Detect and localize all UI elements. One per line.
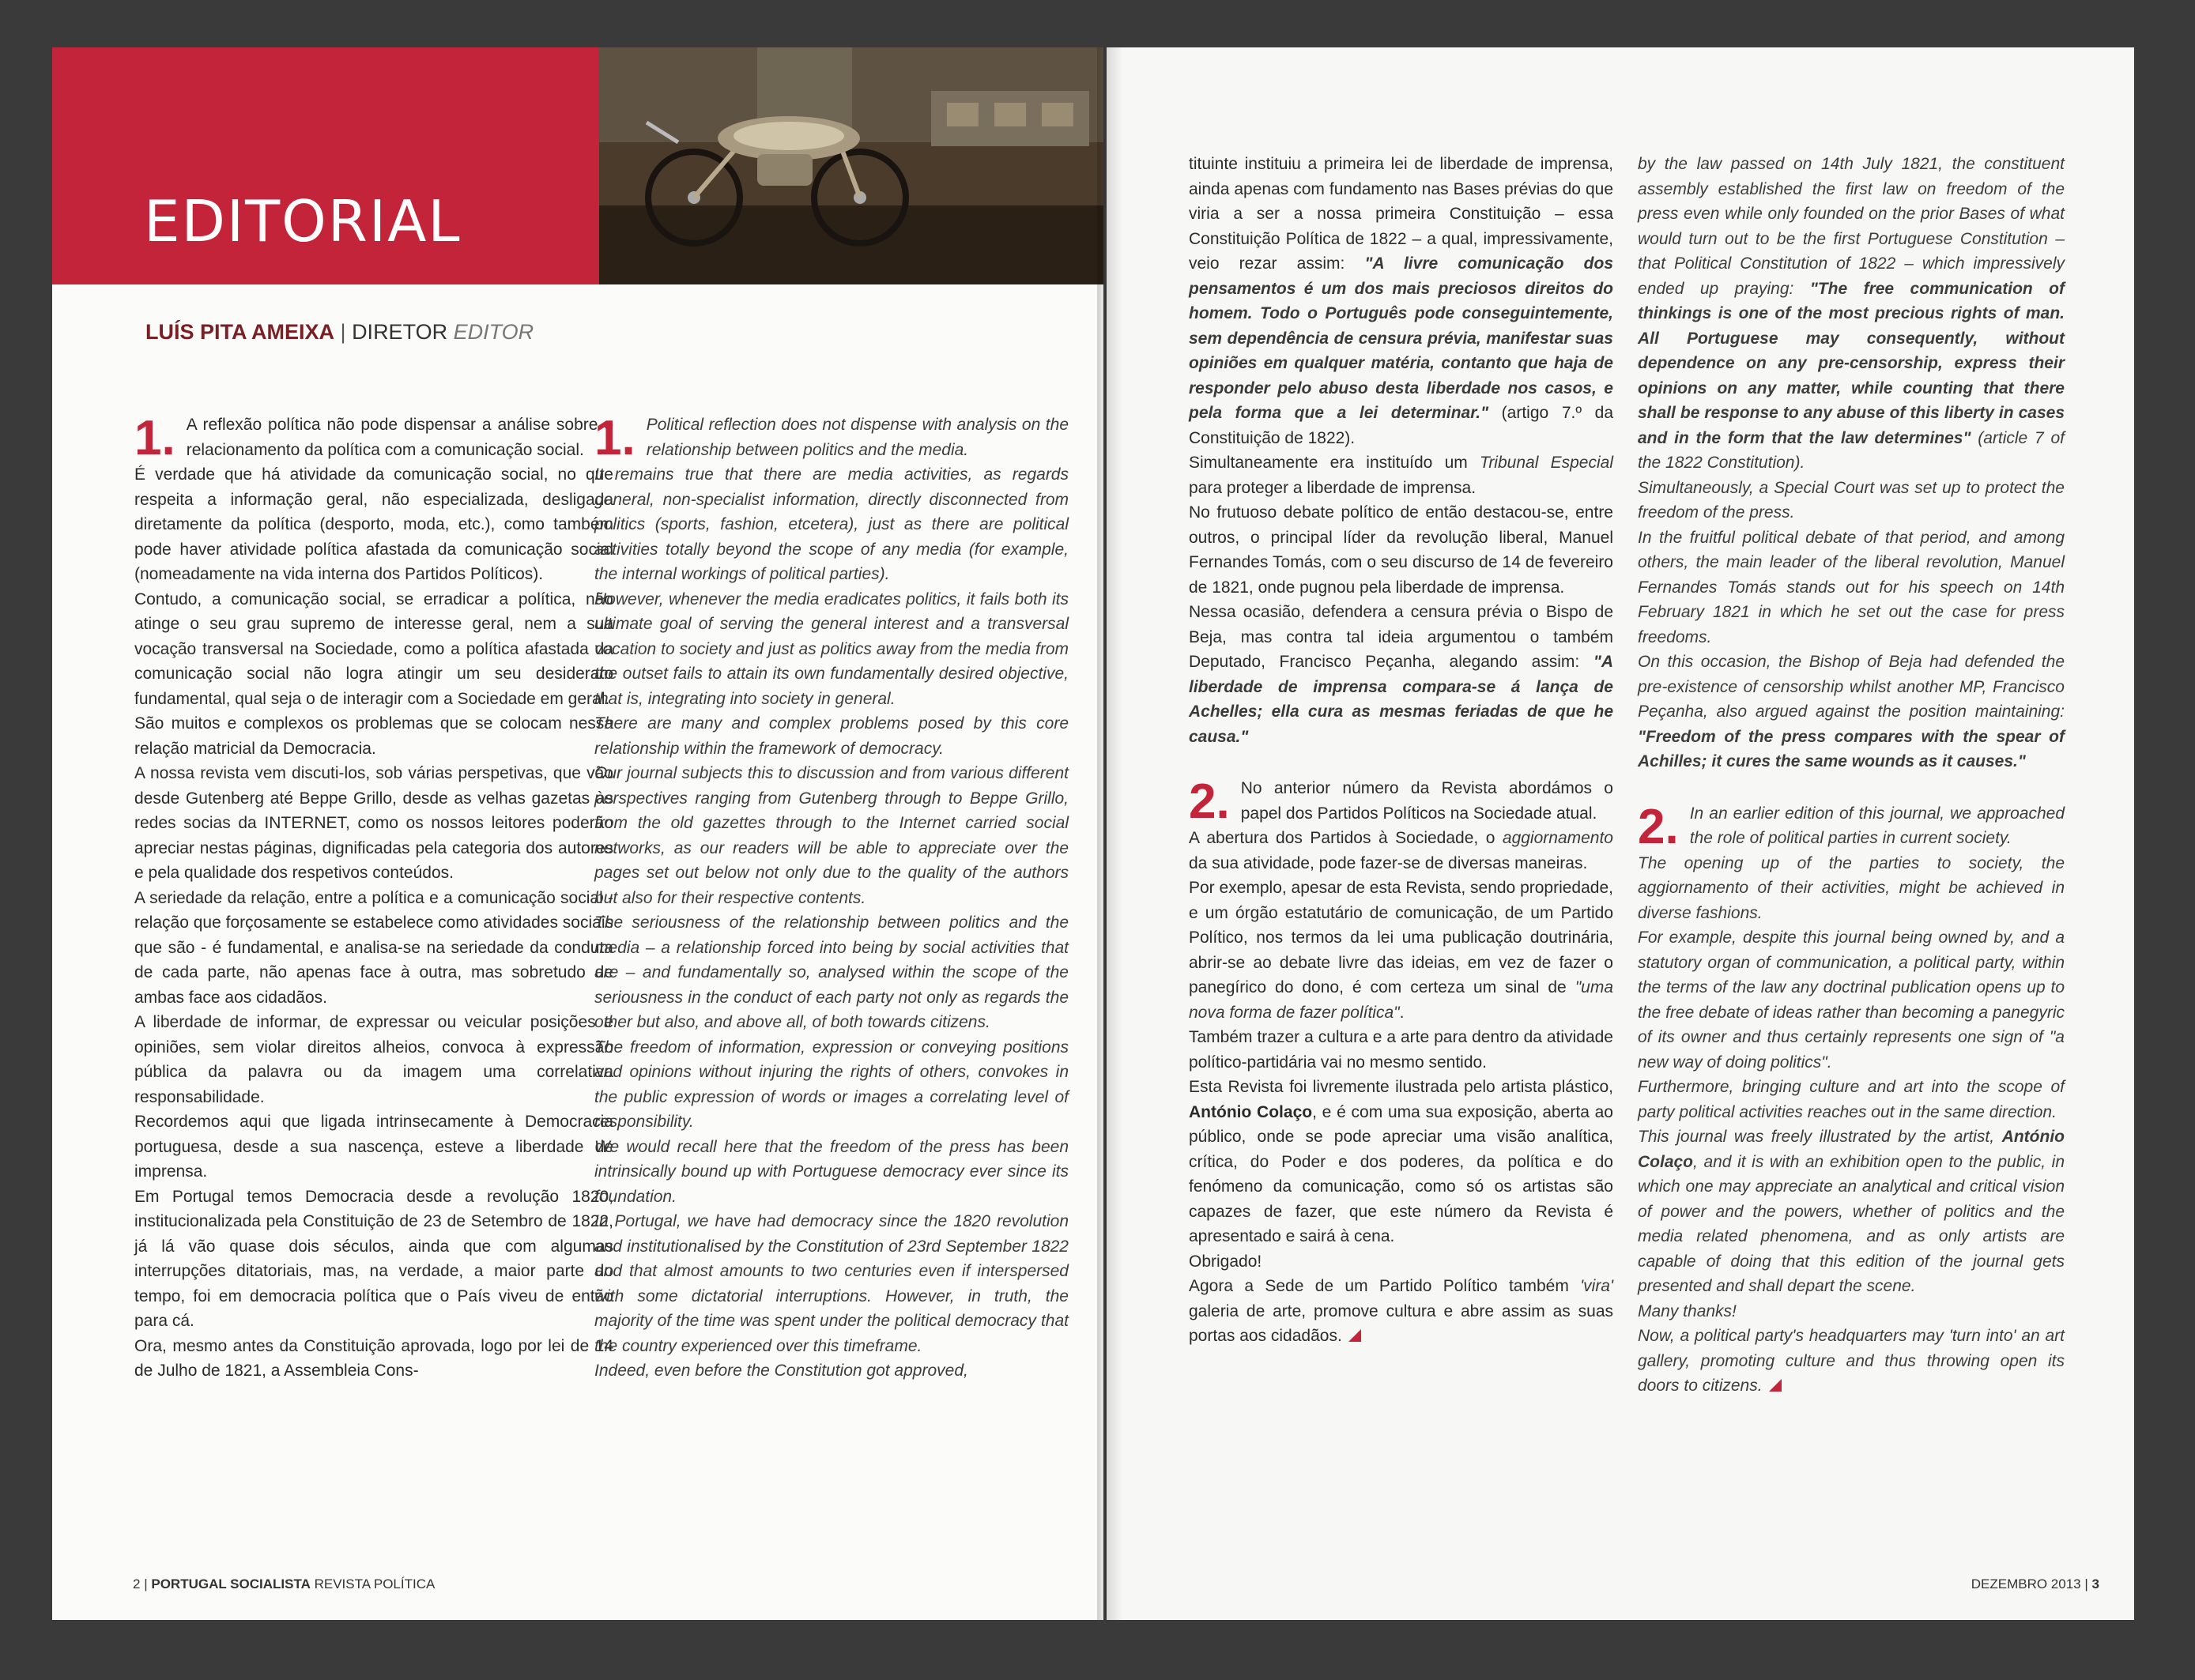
right-page bbox=[1107, 47, 2134, 1620]
paragraph: A nossa revista vem discuti-los, sob várias perspetivas, que vão desde Gutenberg até Beppe Grillo, desde as velhas gazetas às redes socias da INTERNET, como os nossos leitores poderão apreciar nestas páginas, dignificadas pela categoria dos autores e pela qualidade dos respetivos conteúdos. bbox=[134, 764, 613, 882]
author-role: DIRETOR bbox=[352, 320, 448, 344]
author-role-en: EDITOR bbox=[453, 320, 534, 344]
paragraph: Obrigado! bbox=[1189, 1252, 1262, 1271]
paragraph: by the law passed on 14th July 1821, the constituent assembly established the first law on freedom of the press even while only founded on the prior Bases of what would turn out to be the first Portuguese Constitution – that Political Constitution of 1822 – which impressively ended up praying: "The free communication of thinkings is one of the most precious rights of man. All Portuguese may consequently, without dependence on any pre-censorship, express their opinions on any matter, while counting that there shall be response to any abuse of this liberty in cases and in the form that the law determines" (article 7 of the 1822 Constitution). bbox=[1638, 155, 2065, 472]
paragraph: Ora, mesmo antes da Constituição aprovada, logo por lei de 14 de Julho de 1821, a Assembleia Cons- bbox=[134, 1336, 613, 1380]
page-number: 2 bbox=[133, 1576, 141, 1591]
paragraph: We would recall here that the freedom of the press has been intrinsically bound up with Portuguese democracy ever since its foundation. bbox=[594, 1137, 1069, 1206]
section-number: 2. bbox=[1638, 799, 1679, 854]
quote: "Freedom of the press compares with the spear of Achilles; it cures the same wounds as it causes." bbox=[1638, 727, 2065, 770]
lead-text: A reflexão política não pode dispensar a análise sobre o relacionamento da política com a comunicação social. bbox=[186, 416, 613, 459]
page-number: 3 bbox=[2091, 1576, 2099, 1591]
paragraph: It remains true that there are media activities, as regards general, non-specialist information, directly disconnected from politics (sports, fashion, etcetera), just as there are political activities totally beyond the scope of any media (for example, the internal workings of political parties). bbox=[594, 465, 1069, 583]
paragraph: In the fruitful political debate of that period, and among others, the main leader of the liberal revolution, Manuel Fernandes Tomás stands out for his speech on 14th February 1821 in which he set out the case for press freedoms. bbox=[1638, 528, 2065, 646]
banner-title: EDITORIAL bbox=[144, 188, 462, 254]
footer-separator: | bbox=[144, 1576, 148, 1591]
paragraph: Esta Revista foi livremente ilustrada pelo artista plástico, António Colaço, e é com uma sua exposição, aberta ao público, onde se pode apreciar uma visão analítica, crítica, do Poder e dos poderes, da política e do fenómeno da comunicação, como só os artistas são capazes de fazer, que este número da Revista é apresentado e sairá à cena. bbox=[1189, 1078, 1613, 1245]
paragraph: A seriedade da relação, entre a política e a comunicação social - relação que forçosamente se estabelece como atividades sociais que são - é fundamental, e analisa-se na seriedade da conduta de cada parte, não apenas face à outra, mas sobretudo de ambas face aos cidadãos. bbox=[134, 888, 613, 1007]
section-number: 1. bbox=[134, 411, 175, 465]
paragraph: Simultaneamente era instituído um Tribunal Especial para proteger a liberdade de imprensa. bbox=[1189, 454, 1613, 497]
paragraph: A abertura dos Partidos à Sociedade, o aggiornamento da sua atividade, pode fazer-se de diversas maneiras. bbox=[1189, 829, 1613, 872]
paragraph: Em Portugal temos Democracia desde a revolução 1820, institucionalizada pela Constituição de 23 de Setembro de 1822, já lá vão quase dois séculos, ainda que com algumas interrupções ditatoriais, mas, na verdade, a maior parte do tempo, foi em democracia política que o País viveu de então para cá. bbox=[134, 1187, 613, 1330]
paragraph: The seriousness of the relationship between politics and the media – a relationship forced into being by social activities that are – and fundamentally so, analysed within the scope of the seriousness in the conduct of each party not only as regards the other but also, and above all, of both towards citizens. bbox=[594, 913, 1069, 1031]
paragraph: The freedom of information, expression or conveying positions and opinions without injuring the rights of others, convokes in the public expression of words or images a correlating level of responsibility. bbox=[594, 1038, 1069, 1131]
footer-left bbox=[133, 1576, 435, 1592]
footer-separator: | bbox=[2084, 1576, 2088, 1591]
paragraph: Recordemos aqui que ligada intrinsecamente à Democracia portuguesa, desde a sua nascença, esteve a liberdade de imprensa. bbox=[134, 1113, 613, 1181]
spine-highlight bbox=[1107, 47, 1122, 1620]
column-en-1 bbox=[594, 412, 1069, 1384]
paragraph: This journal was freely illustrated by the artist, António Colaço, and it is with an exhibition open to the public, in which one may appreciate an analytical and critical vision of power and the powers, whether of politics and the media related phenomena, and as only artists are capable of doing that this edition of the journal gets presented and shall depart the scene. bbox=[1638, 1128, 2065, 1295]
motorcycle-photo bbox=[599, 47, 1103, 284]
paragraph-lead bbox=[594, 411, 1069, 465]
end-mark-icon bbox=[1769, 1379, 1782, 1392]
author-name: LUÍS PITA AMEIXA bbox=[145, 320, 335, 344]
paragraph: There are many and complex problems posed by this core relationship within the framework of democracy. bbox=[594, 714, 1069, 758]
quote: "A livre comunicação dos pensamentos é um dos mais preciosos direitos do homem. Todo o Português pode conseguintemente, sem dependência de censura prévia, manifestar suas opiniões em qualquer matéria, contanto que haja de responder pelo abuso desta liberdade nos casos, e pela forma que a lei determinar." bbox=[1189, 254, 1614, 422]
paragraph: No frutuoso debate político de então destacou-se, entre outros, o principal líder da revolução liberal, Manuel Fernandes Tomás, com o seu discurso de 14 de fevereiro de 1821, onde pugnou pela liberdade de imprensa. bbox=[1189, 503, 1613, 597]
paragraph: Contudo, a comunicação social, se erradicar a política, não atinge o seu grau supremo de interesse geral, nem a sua vocação transversal na Sociedade, como a política afastada da comunicação social não logra atingir um seu desiderato fundamental, qual seja o de interagir com a Sociedade em geral. bbox=[134, 590, 613, 708]
quote: "A liberdade de imprensa compara-se á lança de Achelles; ella cura as mesmas feriadas de que he causa." bbox=[1189, 653, 1613, 746]
author-separator: | bbox=[340, 320, 346, 344]
paragraph: Agora a Sede de um Partido Político também 'vira' galeria de arte, promove cultura e abre assim as suas portas aos cidadãos. bbox=[1189, 1277, 1613, 1345]
editorial-banner bbox=[52, 47, 1103, 284]
lead-text: In an earlier edition of this journal, we approached the role of political parties in current society. bbox=[1689, 804, 2065, 847]
paragraph: Indeed, even before the Constitution got approved, bbox=[594, 1362, 968, 1380]
paragraph: É verdade que há atividade da comunicação social, no que respeita a informação geral, não especializada, desligada diretamente da política (desporto, moda, etc.), como também pode haver atividade política afastada da comunicação social (nomeadamente na vida interna dos Partidos Políticos). bbox=[134, 465, 613, 583]
issue-date: DEZEMBRO 2013 bbox=[1971, 1576, 2081, 1591]
paragraph: Now, a political party's headquarters may 'turn into' an art gallery, promoting culture and thus throwing open its doors to citizens. bbox=[1638, 1327, 2065, 1395]
column-pt-2 bbox=[1189, 152, 1613, 1349]
paragraph: On this occasion, the Bishop of Beja had defended the pre-existence of censorship whilst another MP, Francisco Peçanha, also argued against the position maintaining: "Freedom of the press compares with the spear of Achilles; it cures the same wounds as it causes." bbox=[1638, 653, 2065, 770]
paragraph: Many thanks! bbox=[1638, 1301, 1737, 1320]
section-number: 2. bbox=[1189, 774, 1230, 829]
paragraph: In Portugal, we have had democracy since the 1820 revolution and institutionalised by the Constitution of 23rd September 1822 and that almost amounts to two centuries even if interspersed with some dictatorial interruptions. However, in truth, the majority of the time was spent under the political democracy that the country experienced over this timeframe. bbox=[594, 1212, 1069, 1355]
paragraph: Furthermore, bringing culture and art into the scope of party political activities reaches out in the same direction. bbox=[1638, 1078, 2065, 1121]
paragraph: However, whenever the media eradicates politics, it fails both its ultimate goal of serving the general interest and a transversal vocation to society and just as politics away from the media from the outset fails to attain its own fundamentally desired objective, that is, integrating into society in general. bbox=[594, 590, 1069, 708]
section-number: 1. bbox=[594, 411, 635, 465]
paragraph: Também trazer a cultura e a arte para dentro da atividade político-partidária vai no mesmo sentido. bbox=[1189, 1028, 1613, 1072]
paragraph: Simultaneously, a Special Court was set up to protect the freedom of the press. bbox=[1638, 478, 2065, 522]
paragraph: The opening up of the parties to society, the aggiornamento of their activities, might be achieved in diverse fashions. bbox=[1638, 853, 2065, 922]
paragraph: Nessa ocasião, defendera a censura prévia o Bispo de Beja, mas contra tal ideia argumentou o também Deputado, Francisco Peçanha, alegando assim: "A liberdade de imprensa compara-se á lança de Achelles; ella cura as mesmas feriadas de que he causa." bbox=[1189, 603, 1613, 746]
paragraph-lead bbox=[1189, 774, 1613, 829]
paragraph-lead bbox=[1638, 799, 2065, 854]
paragraph: São muitos e complexos os problemas que se colocam nessa relação matricial da Democracia. bbox=[134, 714, 613, 758]
quote: "The free communication of thinkings is one of the most precious rights of man. All Portuguese may consequently, without dependence on any pre-censorship, express their opinions on any matter, while counting that there shall be response to any abuse of this liberty in cases and in the form that the law determines" bbox=[1638, 279, 2065, 447]
column-en-2 bbox=[1638, 152, 2065, 1399]
publication-name: PORTUGAL SOCIALISTA bbox=[151, 1576, 311, 1591]
column-pt-1 bbox=[134, 412, 613, 1384]
lead-text: Political reflection does not dispense with analysis on the relationship between politics and the media. bbox=[646, 416, 1069, 459]
paragraph: Our journal subjects this to discussion and from various different perspectives ranging from Gutenberg through to Beppe Grillo, from the old gazettes through to the Internet carried social networks, as our readers will be able to appreciate over the pages set out below not only due to the quality of the authors but also for their respective contents. bbox=[594, 764, 1069, 907]
end-mark-icon bbox=[1348, 1329, 1361, 1342]
lead-text: No anterior número da Revista abordámos o papel dos Partidos Políticos na Sociedade atual. bbox=[1240, 779, 1613, 823]
motorcycle-illustration bbox=[599, 47, 1103, 284]
paragraph: A liberdade de informar, de expressar ou veicular posições e opiniões, sem violar direitos alheios, convoca à expressão pública da palavra ou da imagem uma correlativa responsabilidade. bbox=[134, 1013, 613, 1106]
paragraph: For example, despite this journal being owned by, and a statutory organ of communication, a political party, within the terms of the law any doctrinal publication opens up to the free debate of ideas rather than becoming a panegyric of its owner and thus certainly represents one sign of "a new way of doing politics". bbox=[1638, 929, 2065, 1072]
paragraph: tituinte instituiu a primeira lei de liberdade de imprensa, ainda apenas com fundamento nas Bases prévias do que viria a ser a nossa primeira Constituição – essa Constituição Política de 1822 – a qual, impressivamente, veio rezar assim: "A livre comunicação dos pensamentos é um dos mais preciosos direitos do homem. Todo o Português pode conseguintemente, sem dependência de censura prévia, manifestar suas opiniões em qualquer matéria, contanto que haja de responder pelo abuso desta liberdade nos casos, e pela forma que a lei determinar." (artigo 7.º da Constituição de 1822). bbox=[1189, 155, 1614, 447]
paragraph-lead bbox=[134, 411, 613, 465]
section-name: REVISTA POLÍTICA bbox=[314, 1576, 436, 1591]
author-line bbox=[145, 320, 534, 345]
footer-right bbox=[1971, 1576, 2099, 1592]
left-page bbox=[52, 47, 1103, 1620]
paragraph: Por exemplo, apesar de esta Revista, sendo propriedade, e um órgão estatutário de comunicação, de um Partido Político, nos termos da lei uma publicação doutrinária, abrir-se ao debate livre das ideias, em vez de fazer o panegírico do dono, é com certeza um sinal de "uma nova forma de fazer política". bbox=[1189, 879, 1613, 1022]
